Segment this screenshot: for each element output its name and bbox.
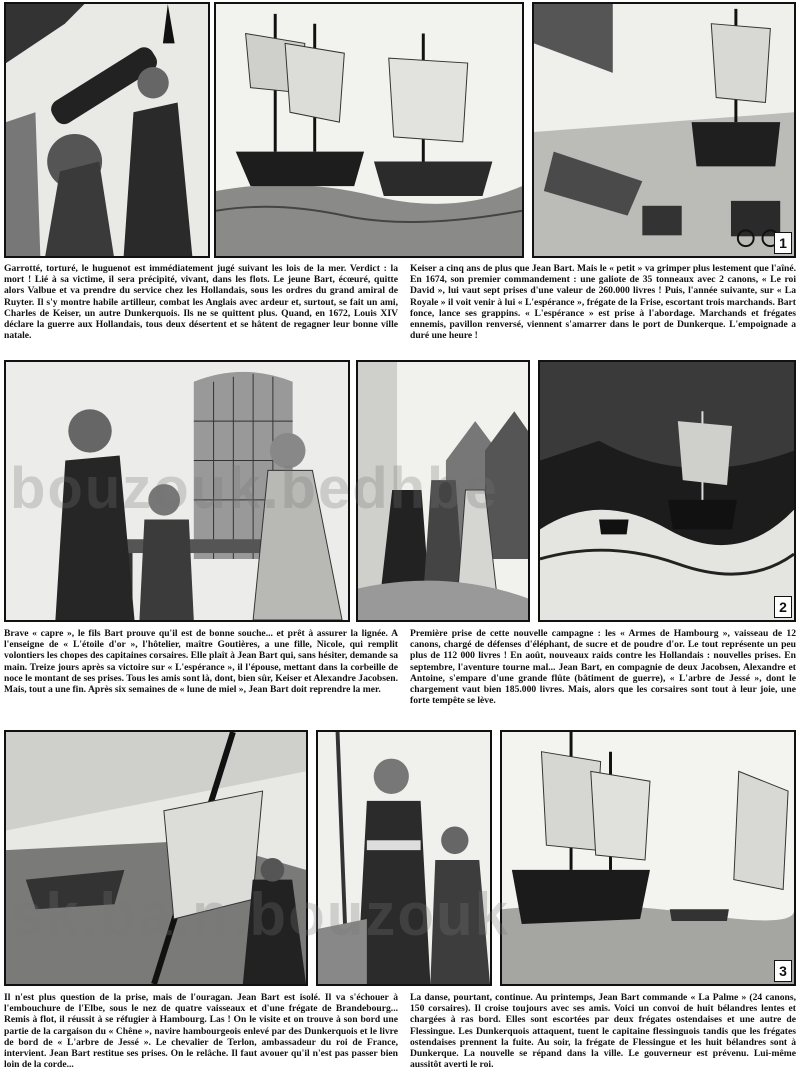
panel-2c-storm <box>538 360 796 622</box>
panel-1a-cannon <box>4 2 210 258</box>
caption-strip3-right: La danse, pourtant, continue. Au printemps, Jean Bart commande « La Palme » (24 canons, 150 corsaires). Il croise toujours avec ses amis. Voici un convoi de huit bélandres lentes et chargées à ras bord. Elles sont escortées par deux frégates ostendaises et une autre de Flessingue. Les Dunkerquois attaquent, tuent le capitaine flessinguois tandis que les frégates ostendaises prennent la fuite. Au soir, la frégate de Flessingue et les huit bélandres sont à Dunkerque. La nouvelle se répand dans la ville. Le gouverneur est prévenu. Lui-même aussitôt averti le roi. <box>410 992 796 1071</box>
panel-3a-deck <box>4 730 308 986</box>
panel-3b-jean-bart <box>316 730 492 986</box>
panel-1c-harbor <box>532 2 796 258</box>
watermark-bottom: sk.ba.n.bouzouk <box>10 881 511 948</box>
caption-strip1-right: Keiser a cinq ans de plus que Jean Bart. Mais le « petit » va grimper plus lestement que l'aîné. En 1674, son premier commandement : une galiote de 35 tonneaux avec 2 canons, « Le roi David », lui vaut sept prises d'une valeur de 260.000 livres ! Puis, l'année suivante, sur « La Royale » il voit venir à lui « L'espérance », frégate de la Frise, escortant trois marchands. Bart fonce, lance ses grappins. « L'espérance » est prise à l'abordage. Marchands et frégates ennemis, pavillon renversé, viennent s'amarrer dans le port de Dunkerque. L'empoignade a duré une heure ! <box>410 263 796 342</box>
caption-strip3-left: Il n'est plus question de la prise, mais de l'ouragan. Jean Bart est isolé. Il va s'échouer à l'embouchure de l'Elbe, sous le nez de quatre vaisseaux et d'une frégate de Brandebourg... Remis à flot, il réussit à se réfugier à Hambourg. Las ! On le visite et on trouve à son bord une partie de la cargaison du « Chêne », navire hambourgeois enlevé par des Dunkerquois et le livre de bord de « L'arbre de Jessé ». Le chevalier de Terlon, ambassadeur du roi de France, intervient. Jean Bart restitue ses prises. On le relâche. Il faut avouer qu'il n'est pas passer bien loin de la corde... <box>4 992 398 1071</box>
panel-2a-tavern <box>4 360 350 622</box>
strip-number-badge: 1 <box>774 232 792 254</box>
panel-2b-wedding <box>356 360 530 622</box>
panel-1b-ships <box>214 2 524 258</box>
strip-number-badge: 2 <box>774 596 792 618</box>
caption-strip1-left: Garrotté, torturé, le huguenot est immédiatement jugé suivant les lois de la mer. Verdict : la mort ! Lié à sa victime, il sera précipité, vivant, dans les flots. Le jeune Bart, écœuré, quitte alors Valbue et va prendre du service chez les Hollandais, sous les ordres du grand amiral de Ruyter. Il s'y montre habile artilleur, combat les Anglais avec ardeur et, surtout, se fait un ami, Charles de Keiser, un autre Dunkerquois. Ils ne se quittent plus. Quand, en 1672, Louis XIV déclare la guerre aux Hollandais, tous deux désertent et se hâtent de regagner leur bonne ville natale. <box>4 263 398 342</box>
watermark-top: bouzouk.bedhbe <box>10 456 499 521</box>
strip-number-badge: 3 <box>774 960 792 982</box>
caption-strip2-left: Brave « capre », le fils Bart prouve qu'il est de bonne souche... et prêt à assurer la lignée. A l'enseigne de « L'étoile d'or », l'hôtelier, maître Goutières, a une fille, Nicole, qui remplit volontiers les chopes des capitaines corsaires. Elle plaît à Jean Bart qui, sans hésiter, demande sa main. Treize jours après sa victoire sur « L'espérance », il l'épouse, mettant dans la corbeille de noce le montant de ses prises. Tous les amis sont là, dont, bien sûr, Keiser et Alexandre Jacobsen. Mais, tout a une fin. Après six semaines de « lune de miel », Jean Bart doit reprendre la mer. <box>4 628 398 696</box>
caption-strip2-right: Première prise de cette nouvelle campagne : les « Armes de Hambourg », vaisseau de 12 canons, chargé de défenses d'éléphant, de sucre et de poudre d'or. Le tout représente un peu plus de 112 000 livres ! En août, nouveaux raids contre les Hollandais : nouvelles prises. En septembre, l'aventure tourne mal... Jean Bart, en compagnie de deux Jacobsen, Alexandre et Antoine, s'empare d'une grande flûte (bâtiment de guerre), « L'arbre de Jessé », dont le chargement vaut bien 185.000 livres. Mais, alors que les corsaires sont tout à leur joie, une forte tempête se lève. <box>410 628 796 707</box>
panel-3c-convoy <box>500 730 796 986</box>
